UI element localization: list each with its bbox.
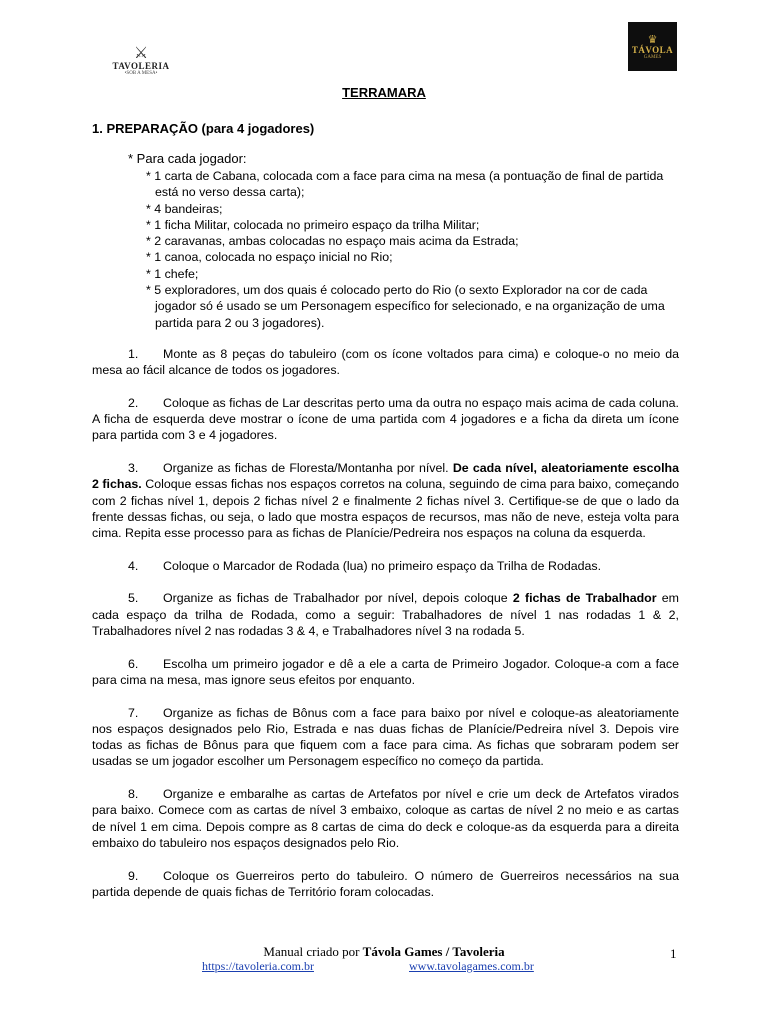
- step-number: 8.: [128, 787, 139, 802]
- crown-icon: ♛: [647, 32, 658, 46]
- step-number: 3.: [128, 461, 139, 476]
- footer-credit-prefix: Manual criado por: [263, 944, 363, 959]
- step-text: Coloque o Marcador de Rodada (lua) no primeiro espaço da Trilha de Rodadas.: [163, 558, 602, 573]
- tavoleria-logo-text: TAVOLERIA: [112, 60, 170, 71]
- list-item: * 4 bandeiras;: [146, 201, 223, 216]
- step-text-continued: Coloque essas fichas nos espaços corretos na coluna, seguindo de cima para baixo, começando com 2 fichas nível 1, depois 2 fichas nível 2 e finalmente 2 fichas nível 3. Certifique-se de que o lado da frente dessas fichas, ou seja, o lado que mostra espaços de recursos, mas não de neve, esteja volta para cima. Repita esse processo para as fichas de Planície/Pedreira nos espaços na coluna da esquerda.: [92, 477, 679, 541]
- setup-steps: [92, 346, 679, 916]
- step-text: Monte as 8 peças do tabuleiro (com os ícone voltados para cima) e coloque-o no meio da mesa ao fácil alcance de todos os jogadores.: [92, 347, 679, 378]
- step-bold-text: 2 fichas de Trabalhador: [512, 591, 657, 606]
- section-heading: 1. PREPARAÇÃO (para 4 jogadores): [92, 121, 315, 136]
- list-item: * 1 ficha Militar, colocada no primeiro espaço da trilha Militar;: [146, 217, 480, 232]
- list-item: * 5 exploradores, um dos quais é colocado perto do Rio (o sexto Explorador na cor de cada jogador só é usado se um Personagem específico for selecionado, e na organização de uma partida para 2 ou 3 jogadores).: [146, 283, 665, 330]
- tavola-logo-text: TÁVOLA: [631, 44, 674, 55]
- step-number: 4.: [128, 558, 139, 573]
- setup-step: [92, 346, 679, 379]
- tavoleria-logo-subtext: •SOB A MESA•: [124, 70, 158, 76]
- step-text: Organize as fichas de Bônus com a face para baixo por nível e coloque-as aleatoriamente nos espaços designados pelo Rio, Estrada e nas duas fichas de Planície/Pedreira nível 3. Depois vire todas as fichas de Bônus para que fiquem com a face para cima. As fichas que sobraram podem ser usadas se um jogador escolher um Personagem específico no começo da partida.: [92, 705, 679, 769]
- per-player-list: [146, 168, 680, 331]
- step-number: 2.: [128, 395, 139, 410]
- step-text: Escolha um primeiro jogador e dê a ele a carta de Primeiro Jogador. Coloque-a com a face para cima na mesa, mas ignore seus efeitos por enquanto.: [92, 656, 679, 687]
- tavoleria-link[interactable]: https://tavoleria.com.br: [202, 959, 314, 973]
- page-number: 1: [670, 946, 677, 961]
- step-text: Organize as fichas de Floresta/Montanha por nível.: [163, 461, 449, 476]
- setup-step: [92, 786, 679, 851]
- setup-step: [92, 395, 679, 444]
- step-text-continued: em cada espaço da trilha de Rodada, como a seguir: Trabalhadores de nível 1 nas rodadas 1 & 2, Trabalhadores nível 2 nas rodadas 3 & 4, e Trabalhadores nível 3 na rodada 5.: [92, 591, 679, 639]
- list-item: * 1 chefe;: [146, 266, 199, 281]
- tavolagames-link[interactable]: www.tavolagames.com.br: [409, 959, 534, 973]
- setup-step: [92, 590, 679, 639]
- setup-step: [92, 868, 679, 901]
- list-item: * 1 carta de Cabana, colocada com a face para cima na mesa (a pontuação de final de partida está no verso dessa carta);: [146, 169, 664, 200]
- crossed-swords-icon: ⚔: [133, 42, 149, 62]
- tavoleria-logo: [107, 28, 175, 92]
- list-item: * 1 canoa, colocada no espaço inicial no Rio;: [146, 250, 393, 265]
- tavola-games-logo: [628, 22, 677, 71]
- per-player-heading: * Para cada jogador:: [128, 151, 247, 166]
- list-item: * 2 caravanas, ambas colocadas no espaço mais acima da Estrada;: [146, 234, 519, 249]
- step-text: Organize e embaralhe as cartas de Artefatos por nível e crie um deck de Artefatos virados para baixo. Comece com as cartas de nível 3 embaixo, coloque as cartas de nível 2 no meio e as cartas de nível 1 em cima. Depois compre as 8 cartas de cima do deck e coloque-as da esquerda para a direita embaixo do tabuleiro nos espaços designados pelo Rio.: [92, 787, 679, 850]
- setup-step: [92, 705, 679, 770]
- step-bold-text: De cada nível, aleatoriamente escolha 2 fichas.: [92, 461, 679, 492]
- step-number: 6.: [128, 656, 139, 671]
- step-number: 5.: [128, 591, 139, 606]
- setup-step: [92, 558, 679, 574]
- step-text: Coloque as fichas de Lar descritas perto uma da outra no espaço mais acima de cada coluna. A ficha de esquerda deve mostrar o ícone de uma partida com 4 jogadores e a ficha da direta um ícone para partida com 3 e 4 jogadores.: [92, 395, 679, 443]
- step-text: Coloque os Guerreiros perto do tabuleiro. O número de Guerreiros necessários na sua partida depende de quais fichas de Território foram colocadas.: [92, 868, 679, 899]
- step-number: 7.: [128, 705, 139, 720]
- footer-credit: [0, 944, 768, 960]
- tavola-logo-subtext: GAMES: [643, 54, 662, 60]
- step-text: Organize as fichas de Trabalhador por nível, depois coloque: [163, 591, 508, 606]
- step-number: 1.: [128, 347, 139, 361]
- setup-step: [92, 460, 679, 541]
- setup-step: [92, 656, 679, 689]
- footer-credit-authors: Távola Games / Tavoleria: [362, 944, 505, 959]
- step-number: 9.: [128, 868, 139, 883]
- document-title: TERRAMARA: [342, 85, 426, 100]
